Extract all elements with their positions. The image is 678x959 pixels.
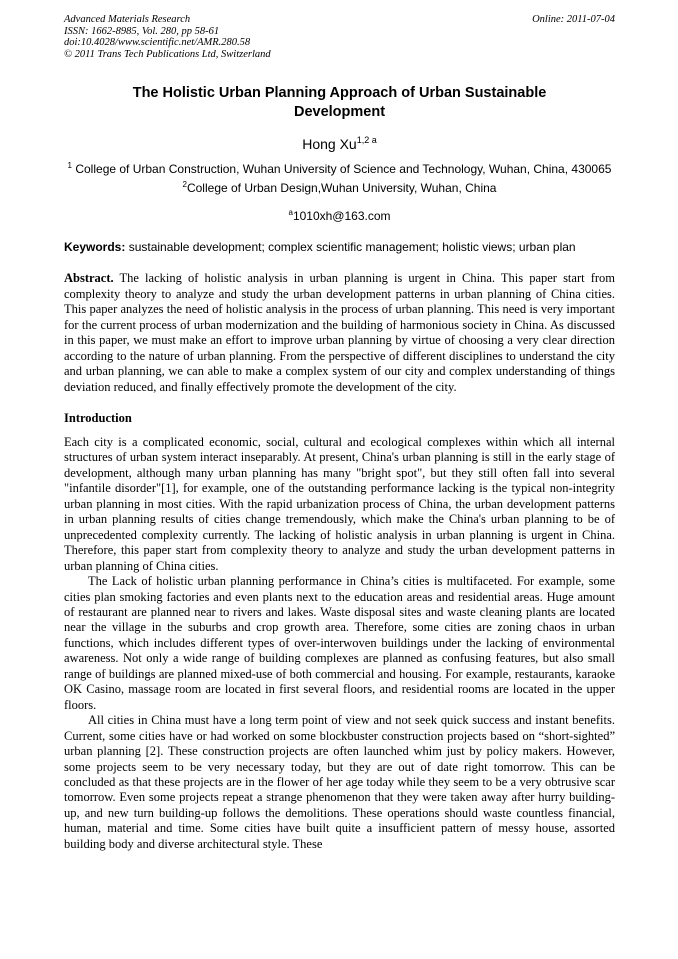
affiliation-2-text: College of Urban Design,Wuhan University, Wuhan, China xyxy=(186,181,497,195)
paragraph: All cities in China must have a long term point of view and not seek quick success and instant benefits. Current, some cities have or had worked on some blockbuster construction projects based on “short-sighted” urban planning [2]. These construction projects are often launched whim just by policy makers. However, some projects seem to be very necessary today, but they are out of date right tomorrow. This can be concluded as that these projects are in the flower of her age today while they seem to be a very obtrusive scar tomorrow. Even some projects repeat a strange phenomenon that they were taken away after hurry building-up, and new turn building-up follows the demolitions. These operations should waste countless financial, human, material and time. Some cities have built quite a insufficient pattern of messy house, assorted building body and diverse architectural style. These xyxy=(64,713,615,851)
keywords xyxy=(64,240,615,255)
journal-header xyxy=(64,14,615,60)
affiliation-2 xyxy=(64,177,615,196)
author-affiliation-marks: 1,2 a xyxy=(356,135,377,145)
affiliation-1-text: College of Urban Construction, Wuhan University of Science and Technology, Wuhan, China, 430065 xyxy=(75,162,612,176)
copyright-line: © 2011 Trans Tech Publications Ltd, Switzerland xyxy=(64,48,271,60)
abstract-label: Abstract. xyxy=(64,271,114,285)
email-line xyxy=(64,205,615,224)
doi-line: doi:10.4028/www.scientific.net/AMR.280.58 xyxy=(64,37,251,48)
issn-line: ISSN: 1662-8985, Vol. 280, pp 58-61 xyxy=(64,25,220,37)
paragraph: The Lack of holistic urban planning performance in China’s cities is multifaceted. For example, some cities plan smoking factories and even plants next to the education areas and residential areas. Huge amount of restaurant are planned near to rivers and lakes. Waste disposal sites and waste cleaning plants are located near the village in the suburbs and crop growth area. Therefore, some cities are zoning chaos in urban functions, which includes different types of over-interwoven buildings under the lacking of environmental awareness. Not only a wide range of building complexes are planned as confusing features, but also small range of buildings are planned mixed-use of both commercial and housing. For example, restaurants, karaoke OK Casino, massage room are located in first several floors, and residential rooms are located in the upper floors. xyxy=(64,574,615,712)
abstract xyxy=(64,271,615,395)
section-heading-introduction: Introduction xyxy=(64,411,132,425)
keywords-label: Keywords: xyxy=(64,240,126,254)
abstract-text: The lacking of holistic analysis in urban planning is urgent in China. This paper start from complexity theory to analyze and study the urban development patterns in urban planning of China cities. This paper analyzes the need of holistic analysis in the process of urban planning. This need is very important for the current process of urban modernization and the building of harmonious society in China. As discussed in this paper, we must make an effort to improve urban planning by virtue of choosing a very clear direction according to the nature of urban planning. From the perspective of different disciplines to understand the city and urban planning, we can able to make a complex system of our city and complex understanding of things deviation reduced, and finally effectively promote the development of the city. xyxy=(64,271,615,394)
email-address[interactable]: 1010xh@163.com xyxy=(292,209,391,223)
affiliation-1-mark: 1 xyxy=(67,161,72,170)
email-mark: a xyxy=(288,208,293,217)
online-date: Online: 2011-07-04 xyxy=(532,14,615,25)
affiliation-2-mark: 2 xyxy=(182,180,187,189)
author-line xyxy=(64,131,615,153)
author-name: Hong Xu xyxy=(302,136,357,152)
paper-page xyxy=(64,14,615,852)
introduction-body xyxy=(64,435,615,852)
journal-name: Advanced Materials Research xyxy=(64,14,191,25)
paragraph: Each city is a complicated economic, social, cultural and ecological complexes within which all internal structures of urban system interact inseparably. At present, China's urban planning is still in the early stage of development, although many urban planning has many "bright spot", but they still often fall into several "infantile disorder"[1], for example, one of the outstanding performance lacking is the typical non-integrity urban planning in most cities. With the rapid urbanization process of China, the urban development patterns in urban planning results of cities change tremendously, which make the China's urban planning to be of unprecedented complexity currently. The lacking of holistic analysis in urban planning is urgent in China. Therefore, this paper start from complexity theory to analyze and study the urban development patterns in urban planning of China cities. xyxy=(64,435,615,573)
paper-title: The Holistic Urban Planning Approach of Urban Sustainable Development xyxy=(132,85,547,120)
affiliation-1 xyxy=(64,158,615,177)
keywords-text: sustainable development; complex scientific management; holistic views; urban plan xyxy=(128,240,576,254)
